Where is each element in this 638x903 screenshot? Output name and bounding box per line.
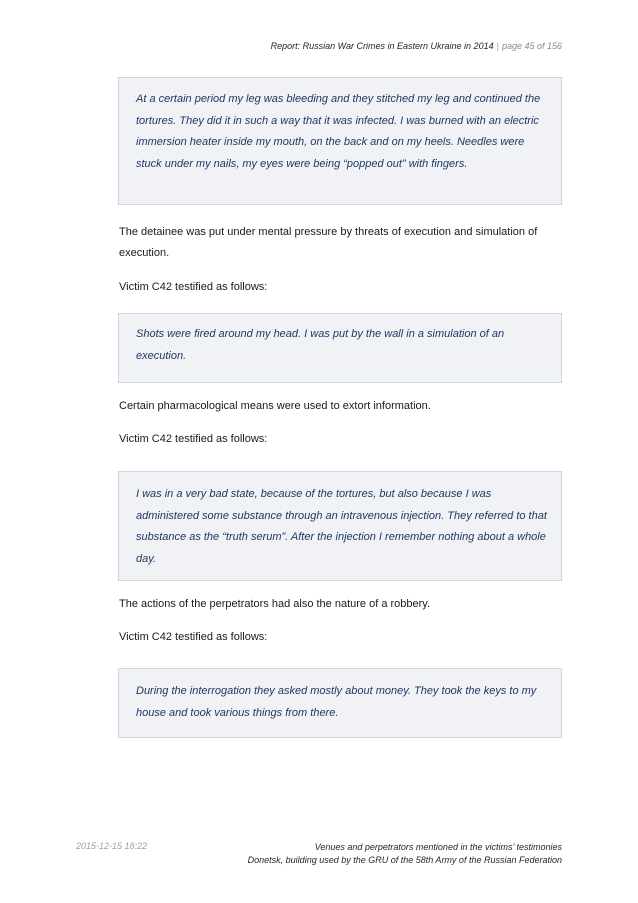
quote-text: At a certain period my leg was bleeding and they stitched my leg and continued the tortures. They did it in such a way that it was infected. I was burned with an electric immersion heater inside my mouth, on the back and on my heels. Needles were stuck under my nails, my eyes were being “popped out” with fingers. xyxy=(136,93,541,170)
page-header xyxy=(271,41,562,51)
header-separator: | xyxy=(496,41,499,51)
body-paragraph: The actions of the perpetrators had also the nature of a robbery. xyxy=(119,598,431,610)
footer-line-2: Donetsk, building used by the GRU of the 58th Army of the Russian Federation xyxy=(247,855,562,865)
testimony-quote-1 xyxy=(118,77,562,205)
quote-text: During the interrogation they asked mostly about money. They took the keys to my house and took various things from there. xyxy=(136,685,537,719)
body-paragraph: Victim C42 testified as follows: xyxy=(119,433,268,445)
quote-text: Shots were fired around my head. I was put by the wall in a simulation of an execution. xyxy=(136,328,505,362)
footer-line-1: Venues and perpetrators mentioned in the victims’ testimonies xyxy=(314,842,562,852)
body-paragraph: The detainee was put under mental pressure by threats of execution and simulation of execution. xyxy=(119,226,538,259)
testimony-quote-2 xyxy=(118,313,562,383)
footer-caption xyxy=(248,841,562,867)
page-number: page 45 of 156 xyxy=(501,41,562,51)
body-paragraph: Victim C42 testified as follows: xyxy=(119,631,268,643)
quote-text: I was in a very bad state, because of the tortures, but also because I was administered some substance through an intravenous injection. They referred to that substance as the “truth serum”. After the injection I remember nothing about a whole day. xyxy=(136,488,547,565)
footer-timestamp: 2015-12-15 18:22 xyxy=(76,841,148,851)
testimony-quote-3 xyxy=(118,471,562,581)
body-paragraph: Victim C42 testified as follows: xyxy=(119,281,268,293)
testimony-quote-4 xyxy=(118,668,562,738)
body-paragraph: Certain pharmacological means were used to extort information. xyxy=(119,400,431,412)
report-title: Report: Russian War Crimes in Eastern Ukraine in 2014 xyxy=(270,41,494,51)
